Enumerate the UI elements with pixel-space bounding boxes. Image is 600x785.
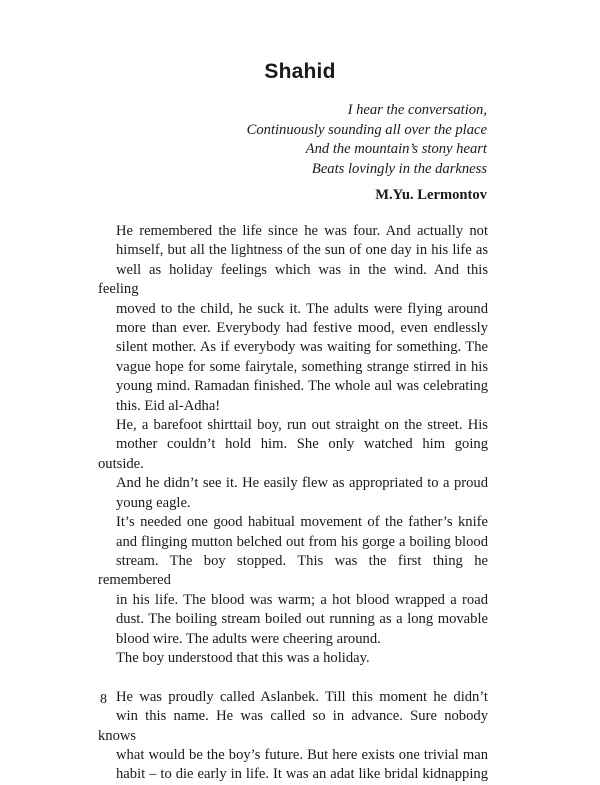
- paragraph: [98, 513, 488, 649]
- text-line: moved to the child, he suck it. The adults were flying around: [116, 300, 488, 317]
- text-line: mother couldn’t hold him. She only watched him going outside.: [98, 436, 488, 472]
- epigraph-line: I hear the conversation,: [347, 102, 487, 118]
- epigraph: [157, 101, 487, 179]
- paragraph: [98, 688, 488, 785]
- text-line: The boy understood that this was a holiday.: [116, 649, 370, 666]
- text-line: He was proudly called Aslanbek. Till this moment he didn’t: [116, 688, 488, 705]
- text-line: blood wire. The adults were cheering around.: [116, 630, 381, 647]
- paragraph: [98, 649, 488, 668]
- text-line: himself, but all the lightness of the sun of one day in his life as: [116, 242, 488, 259]
- chapter-title: Shahid: [264, 60, 336, 83]
- text-line: well as holiday feelings which was in the wind. And this feeling: [98, 261, 488, 298]
- text-line: stream. The boy stopped. This was the first thing he remembered: [98, 552, 488, 589]
- paragraph: [98, 416, 488, 513]
- paragraph: [98, 222, 488, 416]
- page-number: 8: [100, 692, 107, 707]
- text-line: habit – to die early in life. It was an adat like bridal kidnapping: [116, 766, 488, 783]
- text-line: silent mother. As if everybody was waiting for something. The: [116, 339, 488, 356]
- text-line: vague hope for some fairytale, something strange stirred in his: [116, 358, 488, 375]
- text-line: what would be the boy’s future. But here exists one trivial man: [116, 746, 488, 763]
- text-line: in his life. The blood was warm; a hot blood wrapped a road: [116, 591, 488, 608]
- body-text: [98, 222, 488, 785]
- text-line: He, a barefoot shirttail boy, run out straight on the street. His: [116, 417, 488, 434]
- text-line: young eagle.: [116, 494, 191, 511]
- text-line: more than ever. Everybody had festive mood, even endlessly: [116, 320, 488, 337]
- text-line: dust. The boiling stream boiled out running as a long movable: [116, 611, 488, 628]
- section-gap: [98, 668, 488, 687]
- epigraph-line: Beats lovingly in the darkness: [311, 160, 487, 177]
- text-line: and flinging mutton belched out from his gorge a boiling blood: [116, 533, 488, 550]
- text-line: young mind. Ramadan finished. The whole aul was celebrating: [116, 378, 488, 395]
- text-line: this. Eid al-Adha!: [116, 397, 221, 414]
- text-line: win this name. He was called so in advance. Sure nobody knows: [98, 708, 488, 744]
- epigraph-line: And the mountain’s stony heart: [305, 141, 487, 157]
- text-line: It’s needed one good habitual movement of the father’s knife: [116, 514, 488, 531]
- text-line: He remembered the life since he was four. And actually not: [116, 223, 488, 239]
- epigraph-line: Continuously sounding all over the place: [246, 121, 487, 138]
- epigraph-author: M.Yu. Lermontov: [375, 187, 487, 203]
- text-line: And he didn’t see it. He easily flew as appropriated to a proud: [116, 475, 488, 492]
